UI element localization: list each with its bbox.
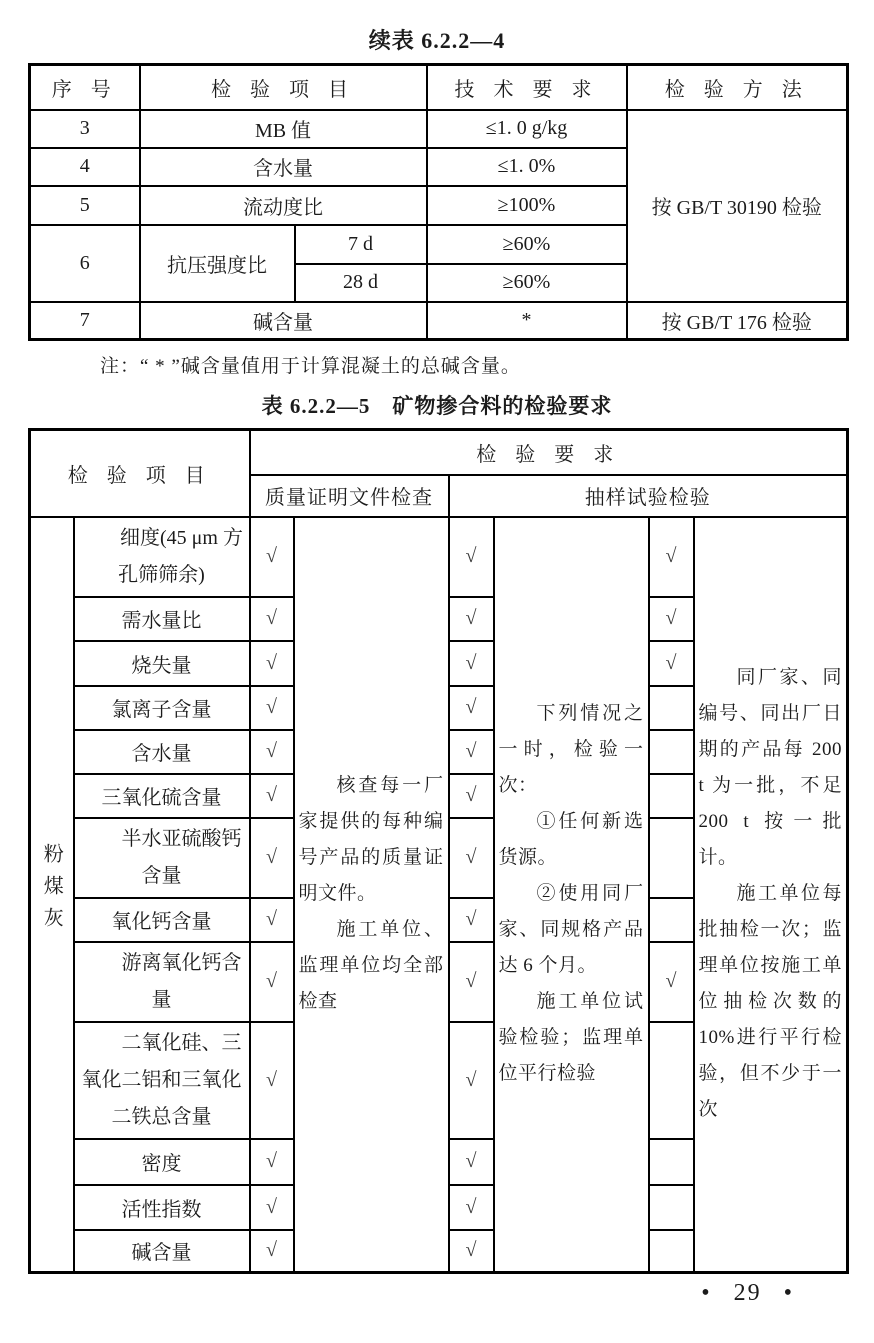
check-cell: √ [449, 597, 494, 641]
check-cell: √ [649, 517, 694, 597]
age-cell: 28 d [295, 264, 427, 302]
material-label-cell [30, 517, 74, 1273]
t2-header-doc-check: 质量证明文件检查 [250, 475, 449, 517]
age-cell: 7 d [295, 225, 427, 264]
method-cell-merged: 按 GB/T 30190 检验 [627, 110, 848, 302]
check-cell: √ [449, 1230, 494, 1273]
sampling-condition-paragraph: ②使用同厂家、同规格产品达 6 个月。 [498, 883, 644, 977]
check-cell: √ [250, 730, 294, 774]
t1-header-method: 检 验 方 法 [627, 65, 848, 110]
table-row [30, 110, 848, 148]
check-cell: √ [250, 1230, 294, 1273]
item-cell: 密度 [74, 1139, 250, 1185]
item-cell: 细度(45 μm 方孔筛筛余) [74, 517, 250, 597]
table-row [30, 302, 848, 340]
check-cell: √ [449, 818, 494, 898]
t2-header-sampling-check: 抽样试验检验 [449, 475, 848, 517]
check-cell: √ [449, 774, 494, 818]
t1-header-no: 序 号 [30, 65, 140, 110]
item-cell: 抗压强度比 [140, 225, 295, 302]
item-cell: 二氧化硅、三氧化二铝和三氧化二铁总含量 [74, 1022, 250, 1139]
check-cell: √ [449, 517, 494, 597]
page-number: • 29 • [701, 1280, 794, 1306]
table1-note: 注：“ * ”碱含量值用于计算混凝土的总碱含量。 [100, 356, 521, 377]
item-cell: 氯离子含量 [74, 686, 250, 730]
item-cell: 含水量 [140, 148, 427, 186]
batch-rule-paragraph: 同厂家、同编号、同出厂日期的产品每 200 t 为一批，不足 200 t 按一批计。 [698, 667, 842, 869]
item-cell: 游离氧化钙含量 [74, 942, 250, 1022]
t1-header-requirement: 技 术 要 求 [427, 65, 627, 110]
check-cell: √ [649, 597, 694, 641]
check-cell: √ [449, 641, 494, 686]
sampling-condition-text-cell [494, 517, 649, 1273]
check-cell: √ [250, 898, 294, 942]
check-cell: √ [449, 730, 494, 774]
serial-cell: 3 [30, 110, 140, 148]
t2-header-item: 检 验 项 目 [30, 430, 250, 517]
requirement-cell: ≤1. 0 g/kg [427, 110, 627, 148]
table-6-2-2-4 [28, 63, 849, 341]
serial-cell: 5 [30, 186, 140, 225]
item-cell: 烧失量 [74, 641, 250, 686]
table-row [30, 517, 848, 597]
check-cell [649, 686, 694, 730]
table2-title: 表 6.2.2—5 矿物掺合料的检验要求 [261, 394, 613, 418]
doc-check-text-cell [294, 517, 449, 1273]
requirement-cell: * [427, 302, 627, 340]
item-cell: 流动度比 [140, 186, 427, 225]
t2-header-requirement: 检 验 要 求 [250, 430, 848, 475]
item-cell: 活性指数 [74, 1185, 250, 1230]
check-cell: √ [649, 942, 694, 1022]
check-cell [649, 730, 694, 774]
serial-cell: 6 [30, 225, 140, 302]
check-cell: √ [449, 942, 494, 1022]
check-cell: √ [250, 1022, 294, 1139]
sampling-condition-paragraph: ①任何新选货源。 [498, 811, 644, 869]
check-cell: √ [250, 517, 294, 597]
method-cell: 按 GB/T 176 检验 [627, 302, 848, 340]
check-cell [649, 1230, 694, 1273]
item-cell: 含水量 [74, 730, 250, 774]
check-cell: √ [250, 774, 294, 818]
check-cell [649, 1139, 694, 1185]
check-cell: √ [449, 898, 494, 942]
item-cell: 碱含量 [74, 1230, 250, 1273]
check-cell: √ [449, 686, 494, 730]
table-6-2-2-5 [28, 428, 849, 1274]
item-cell: 碱含量 [140, 302, 427, 340]
sampling-condition-paragraph: 下列情况之一时，检验一次： [498, 703, 644, 797]
check-cell [649, 898, 694, 942]
batch-rule-text-cell [694, 517, 848, 1273]
requirement-cell: ≥100% [427, 186, 627, 225]
check-cell [649, 1022, 694, 1139]
batch-rule-paragraph: 施工单位每批抽检一次；监理单位按施工单位抽检次数的 10%进行平行检验，但不少于一次 [698, 883, 842, 1121]
serial-cell: 4 [30, 148, 140, 186]
check-cell: √ [449, 1185, 494, 1230]
serial-cell: 7 [30, 302, 140, 340]
t1-header-item: 检 验 项 目 [140, 65, 427, 110]
doc-check-paragraph: 施工单位、监理单位均全部检查 [298, 919, 444, 1013]
check-cell [649, 818, 694, 898]
check-cell: √ [449, 1139, 494, 1185]
check-cell: √ [449, 1022, 494, 1139]
requirement-cell: ≤1. 0% [427, 148, 627, 186]
check-cell: √ [250, 686, 294, 730]
check-cell: √ [649, 641, 694, 686]
table1-title: 续表 6.2.2—4 [368, 28, 506, 53]
table2-header-row-1 [30, 430, 848, 475]
requirement-cell: ≥60% [427, 225, 627, 264]
material-label: 粉煤灰 [40, 843, 63, 940]
check-cell [649, 1185, 694, 1230]
item-cell: 半水亚硫酸钙含量 [74, 818, 250, 898]
doc-check-paragraph: 核查每一厂家提供的每种编号产品的质量证明文件。 [298, 775, 444, 905]
item-cell: 需水量比 [74, 597, 250, 641]
check-cell: √ [250, 641, 294, 686]
check-cell: √ [250, 1139, 294, 1185]
item-cell: MB 值 [140, 110, 427, 148]
requirement-cell: ≥60% [427, 264, 627, 302]
check-cell [649, 774, 694, 818]
check-cell: √ [250, 942, 294, 1022]
item-cell: 三氧化硫含量 [74, 774, 250, 818]
check-cell: √ [250, 597, 294, 641]
sampling-condition-paragraph: 施工单位试验检验；监理单位平行检验 [498, 991, 644, 1085]
check-cell: √ [250, 1185, 294, 1230]
check-cell: √ [250, 818, 294, 898]
table1-header-row [30, 65, 848, 110]
item-cell: 氧化钙含量 [74, 898, 250, 942]
